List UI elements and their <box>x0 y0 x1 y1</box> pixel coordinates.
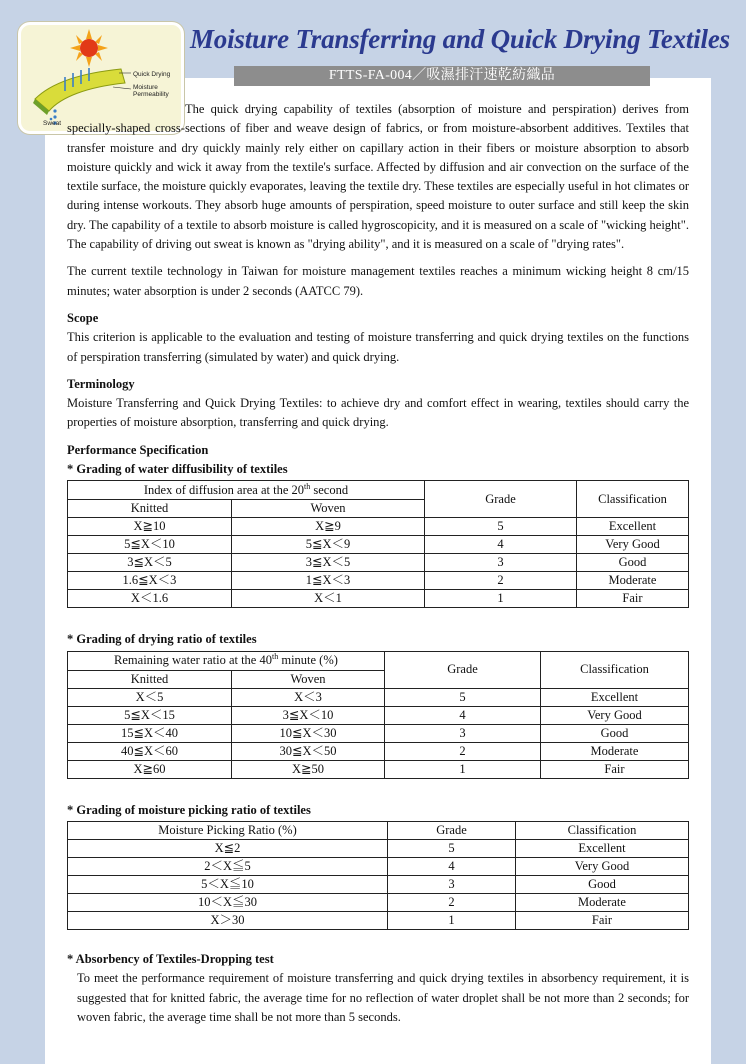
table2-title: * Grading of drying ratio of textiles <box>67 632 257 647</box>
diffusibility-table <box>67 480 689 608</box>
moisture-picking-table <box>67 821 689 930</box>
document-code-bar: FTTS-FA-004／吸濕排汗速乾紡織品 <box>234 66 650 86</box>
table-row <box>68 554 689 572</box>
table-row <box>68 742 689 760</box>
table-cell: 4 <box>385 706 541 724</box>
table3-title: * Grading of moisture picking ratio of textiles <box>67 802 311 817</box>
table-cell: 1.6≦X＜3 <box>68 572 232 590</box>
table-cell: X＜1.6 <box>68 590 232 608</box>
table-row <box>68 875 689 893</box>
table-row <box>68 911 689 929</box>
table-row <box>68 724 689 742</box>
document-body <box>67 100 689 1027</box>
table-row <box>68 857 689 875</box>
table-cell: 2＜X≦5 <box>68 857 388 875</box>
table2-grade-header: Grade <box>385 651 541 688</box>
table-cell: 5＜X≦10 <box>68 875 388 893</box>
table-cell: Good <box>516 875 689 893</box>
table-row <box>68 706 689 724</box>
table-cell: 1≦X＜3 <box>232 572 425 590</box>
table1-grade-header: Grade <box>425 481 577 518</box>
spacer <box>67 608 689 630</box>
table3-ratio-header: Moisture Picking Ratio (%) <box>68 821 388 839</box>
drying-ratio-table <box>67 651 689 779</box>
table-cell: 3 <box>425 554 577 572</box>
technology-paragraph: The current textile technology in Taiwan for moisture management textiles reaches a minimum wicking height 8 cm/15 minutes; water absorption is under 2 seconds (AATCC 79). <box>67 264 689 298</box>
table-cell: 5 <box>388 839 516 857</box>
table1-class-header: Classification <box>577 481 689 518</box>
table-cell: Very Good <box>577 536 689 554</box>
table-cell: 5≦X＜10 <box>68 536 232 554</box>
table-cell: 5 <box>425 518 577 536</box>
logo-label-sweat: Sweat <box>43 120 62 127</box>
table-cell: Good <box>577 554 689 572</box>
terminology-heading: Terminology <box>67 376 135 391</box>
table-cell: 3≦X＜5 <box>232 554 425 572</box>
table2-woven-header: Woven <box>232 670 385 688</box>
intro-paragraph: The quick drying capability of textiles (absorption of moisture and perspiration) derives from specially-shaped cross-sections of fiber and weave design of fabrics, or from moisture-absorbent additives. Textiles that transfer moisture and dry quickly mainly rely either on capillary action in their fibers or moisture absorption to absorb moisture quickly and wick it away from the textile's surface. Affected by diffusion and air convection on the surface of the textile surface, the moisture quickly evaporates, leaving the textile dry. These textiles are especially useful in hot climates or during intense workouts. They absorb huge amounts of perspiration, speed moisture to outer surface and still keep the skin dry. The capability of a textile to absorb moisture is called hygroscopicity, and it is measured on a scale of "wicking height". The capability of driving out sweat is known as "drying ability", and it is measured on a scale of "drying rates". <box>67 102 689 252</box>
spacer <box>67 930 689 950</box>
table-cell: 2 <box>385 742 541 760</box>
table-cell: 3≦X＜5 <box>68 554 232 572</box>
table2-group-header: Remaining water ratio at the 40th minute (%) <box>68 651 385 670</box>
table-row <box>68 893 689 911</box>
terminology-text: Moisture Transferring and Quick Drying Textiles: to achieve dry and comfort effect in wearing, textiles should carry the properties of moisture absorption, transferring and quick drying. <box>67 396 689 430</box>
table-cell: X＞30 <box>68 911 388 929</box>
table-cell: 10＜X≦30 <box>68 893 388 911</box>
table-cell: X≦2 <box>68 839 388 857</box>
table-cell: Fair <box>516 911 689 929</box>
logo-label-quick-drying: Quick Drying <box>133 71 171 78</box>
table-cell: 15≦X＜40 <box>68 724 232 742</box>
table-cell: 3 <box>388 875 516 893</box>
table-cell: Moderate <box>541 742 689 760</box>
table-cell: Moderate <box>516 893 689 911</box>
table-cell: 1 <box>385 760 541 778</box>
scope-text: This criterion is applicable to the evaluation and testing of moisture transferring and quick drying textiles on the functions of perspiration transferring (simulated by water) and quick drying. <box>67 330 689 364</box>
scope-heading: Scope <box>67 310 99 325</box>
table1-group-header: Index of diffusion area at the 20th second <box>68 481 425 500</box>
spacer <box>67 779 689 801</box>
table-cell: X＜1 <box>232 590 425 608</box>
table-cell: X≧10 <box>68 518 232 536</box>
table-cell: X＜5 <box>68 688 232 706</box>
table2-knitted-header: Knitted <box>68 670 232 688</box>
table-row <box>68 760 689 778</box>
table-cell: Fair <box>577 590 689 608</box>
table-row <box>68 839 689 857</box>
table-cell: Good <box>541 724 689 742</box>
table1-title: * Grading of water diffusibility of textiles <box>67 462 288 477</box>
table-cell: 4 <box>388 857 516 875</box>
table-cell: 30≦X＜50 <box>232 742 385 760</box>
table-row <box>68 518 689 536</box>
table-cell: Excellent <box>516 839 689 857</box>
table-cell: 4 <box>425 536 577 554</box>
table-cell: 1 <box>388 911 516 929</box>
table-cell: 10≦X＜30 <box>232 724 385 742</box>
table2-class-header: Classification <box>541 651 689 688</box>
table-cell: Excellent <box>541 688 689 706</box>
logo-label-moisture: Moisture <box>133 84 158 91</box>
table-cell: X≧50 <box>232 760 385 778</box>
table-cell: 3≦X＜10 <box>232 706 385 724</box>
table-row <box>68 536 689 554</box>
table-row <box>68 590 689 608</box>
table-cell: 2 <box>388 893 516 911</box>
table-cell: 5≦X＜9 <box>232 536 425 554</box>
page-title: Moisture Transferring and Quick Drying Textiles <box>190 24 730 54</box>
table-cell: 5 <box>385 688 541 706</box>
logo-label-permeability: Permeability <box>133 91 169 98</box>
table-cell: 5≦X＜15 <box>68 706 232 724</box>
table-cell: X≧9 <box>232 518 425 536</box>
absorbency-text: To meet the performance requirement of moisture transferring and quick drying textiles in absorbency requirement, it is suggested that for knitted fabric, the average time for no reflection of water droplet shall be not more than 2 seconds; for woven fabric, the average time shall be not more than 5 seconds. <box>77 971 689 1024</box>
table-cell: 40≦X＜60 <box>68 742 232 760</box>
table3-grade-header: Grade <box>388 821 516 839</box>
table1-woven-header: Woven <box>232 500 425 518</box>
table-cell: Excellent <box>577 518 689 536</box>
table-cell: Very Good <box>541 706 689 724</box>
table-cell: X＜3 <box>232 688 385 706</box>
table-cell: 3 <box>385 724 541 742</box>
table1-knitted-header: Knitted <box>68 500 232 518</box>
table-cell: Very Good <box>516 857 689 875</box>
absorbency-title: * Absorbency of Textiles-Dropping test <box>67 951 274 966</box>
table-cell: Fair <box>541 760 689 778</box>
performance-heading: Performance Specification <box>67 442 209 457</box>
table-cell: Moderate <box>577 572 689 590</box>
table-cell: 2 <box>425 572 577 590</box>
table3-class-header: Classification <box>516 821 689 839</box>
table-cell: 1 <box>425 590 577 608</box>
table-row <box>68 572 689 590</box>
table-cell: X≧60 <box>68 760 232 778</box>
table-row <box>68 688 689 706</box>
